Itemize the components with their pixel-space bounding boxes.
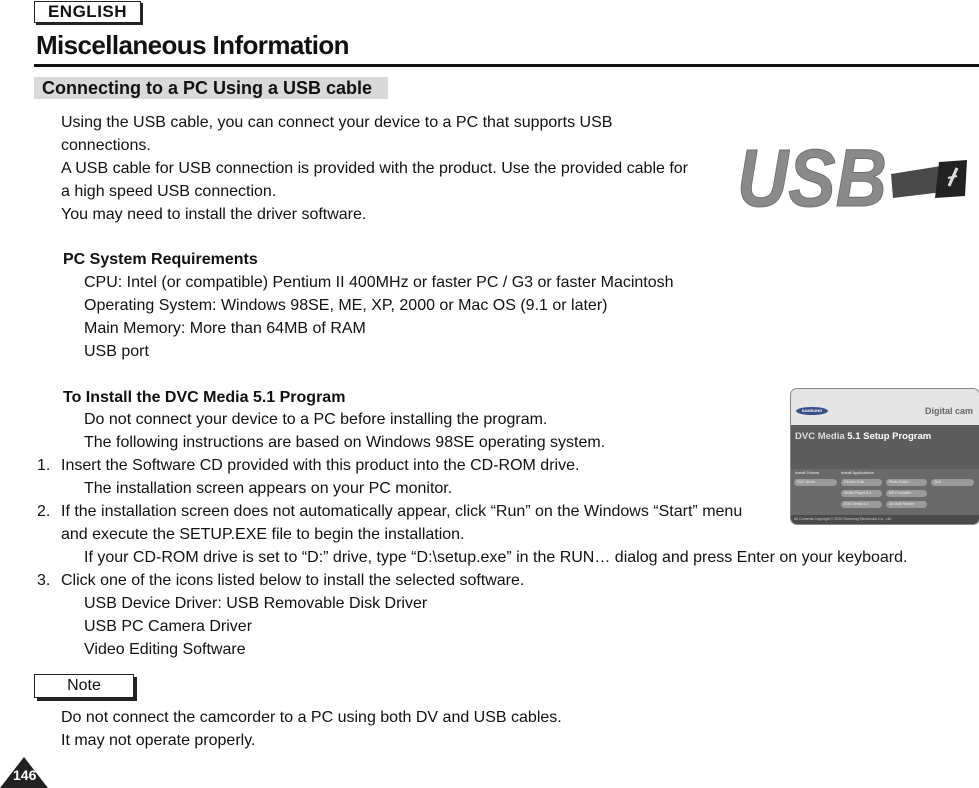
intro-line: Using the USB cable, you can connect your device to a PC that supports USB	[61, 114, 613, 131]
setup-header	[791, 389, 979, 425]
dvc-media-button[interactable]: DVC Media 5.1	[841, 501, 882, 508]
software-item: Video Editing Software	[84, 641, 246, 658]
step-number: 1.	[37, 457, 51, 474]
requirement-item: USB port	[84, 343, 149, 360]
install-heading: To Install the DVC Media 5.1 Program	[63, 389, 346, 406]
setup-title: DVC Media 5.1 Setup Program	[795, 431, 932, 442]
language-tab: ENGLISH	[34, 1, 141, 23]
note-label: Note	[34, 674, 134, 698]
install-note: The following instructions are based on Windows 98SE operating system.	[84, 434, 606, 451]
page-number: 146	[13, 767, 37, 783]
intro-line: A USB cable for USB connection is provided with the product. Use the provided cable for	[61, 160, 689, 177]
usb-logo-text: USB	[737, 140, 887, 212]
install-drivers-label: Install Drivers	[795, 470, 820, 475]
digital-cam-logo: Digital cam	[924, 406, 973, 416]
setup-footer: All Contents Copyright © 2003 Samsung Electronics Co., Ltd.	[791, 515, 979, 524]
step-subtext: If your CD-ROM drive is set to “D:” drive, type “D:\setup.exe” in the RUN… dialog and press Enter on your keyboard.	[84, 549, 908, 566]
software-item: USB PC Camera Driver	[84, 618, 253, 635]
media-player-button[interactable]: Media Player 6.4	[841, 490, 882, 497]
step-subtext: The installation screen appears on your PC monitor.	[84, 480, 453, 497]
step-number: 2.	[37, 503, 51, 520]
install-apps-label: Install Applications	[841, 470, 874, 475]
step-text: If the installation screen does not automatically appear, click “Run” on the Windows “Start” menu	[61, 503, 743, 520]
step-number: 3.	[37, 572, 51, 589]
step-text: Insert the Software CD provided with this product into the CD-ROM drive.	[61, 457, 580, 474]
software-item: USB Device Driver: USB Removable Disk Driver	[84, 595, 428, 612]
usb-plug-icon	[891, 166, 943, 198]
note-line: Do not connect the camcorder to a PC using both DV and USB cables.	[61, 709, 562, 726]
usb-logo	[735, 140, 971, 212]
requirement-item: CPU: Intel (or compatible) Pentium II 400MHz or faster PC / G3 or faster Macintosh	[84, 274, 674, 291]
intro-line: You may need to install the driver software.	[61, 206, 367, 223]
note-line: It may not operate properly.	[61, 732, 256, 749]
setup-title-band	[791, 425, 979, 469]
title-divider	[34, 64, 979, 67]
setup-button-area	[791, 469, 979, 515]
section-title: Connecting to a PC Using a USB cable	[42, 78, 373, 98]
ms-formatter-button[interactable]: MS Formatter	[886, 490, 927, 497]
requirement-item: Main Memory: More than 64MB of RAM	[84, 320, 366, 337]
requirement-item: Operating System: Windows 98SE, ME, XP, 2000 or Mac OS (9.1 or later)	[84, 297, 608, 314]
directx-button[interactable]: DirectX 8.0a	[841, 479, 882, 486]
step-text: Click one of the icons listed below to install the selected software.	[61, 572, 525, 589]
acrobat-reader-button[interactable]: Acrobat Reader	[886, 501, 927, 508]
install-note: Do not connect your device to a PC before installing the program.	[84, 411, 548, 428]
requirements-heading: PC System Requirements	[63, 251, 258, 268]
samsung-logo: SAMSUNG	[796, 407, 828, 415]
setup-program-screenshot	[790, 388, 979, 525]
page-title: Miscellaneous Information	[36, 30, 349, 60]
intro-line: a high speed USB connection.	[61, 183, 277, 200]
step-text-continued: and execute the SETUP.EXE file to begin the installation.	[61, 526, 465, 543]
intro-line: connections.	[61, 137, 151, 154]
quit-button[interactable]: Quit	[931, 479, 974, 486]
dvc-driver-button[interactable]: DVC Driver	[794, 479, 837, 486]
photo-editor-button[interactable]: Photo Editor	[886, 479, 927, 486]
